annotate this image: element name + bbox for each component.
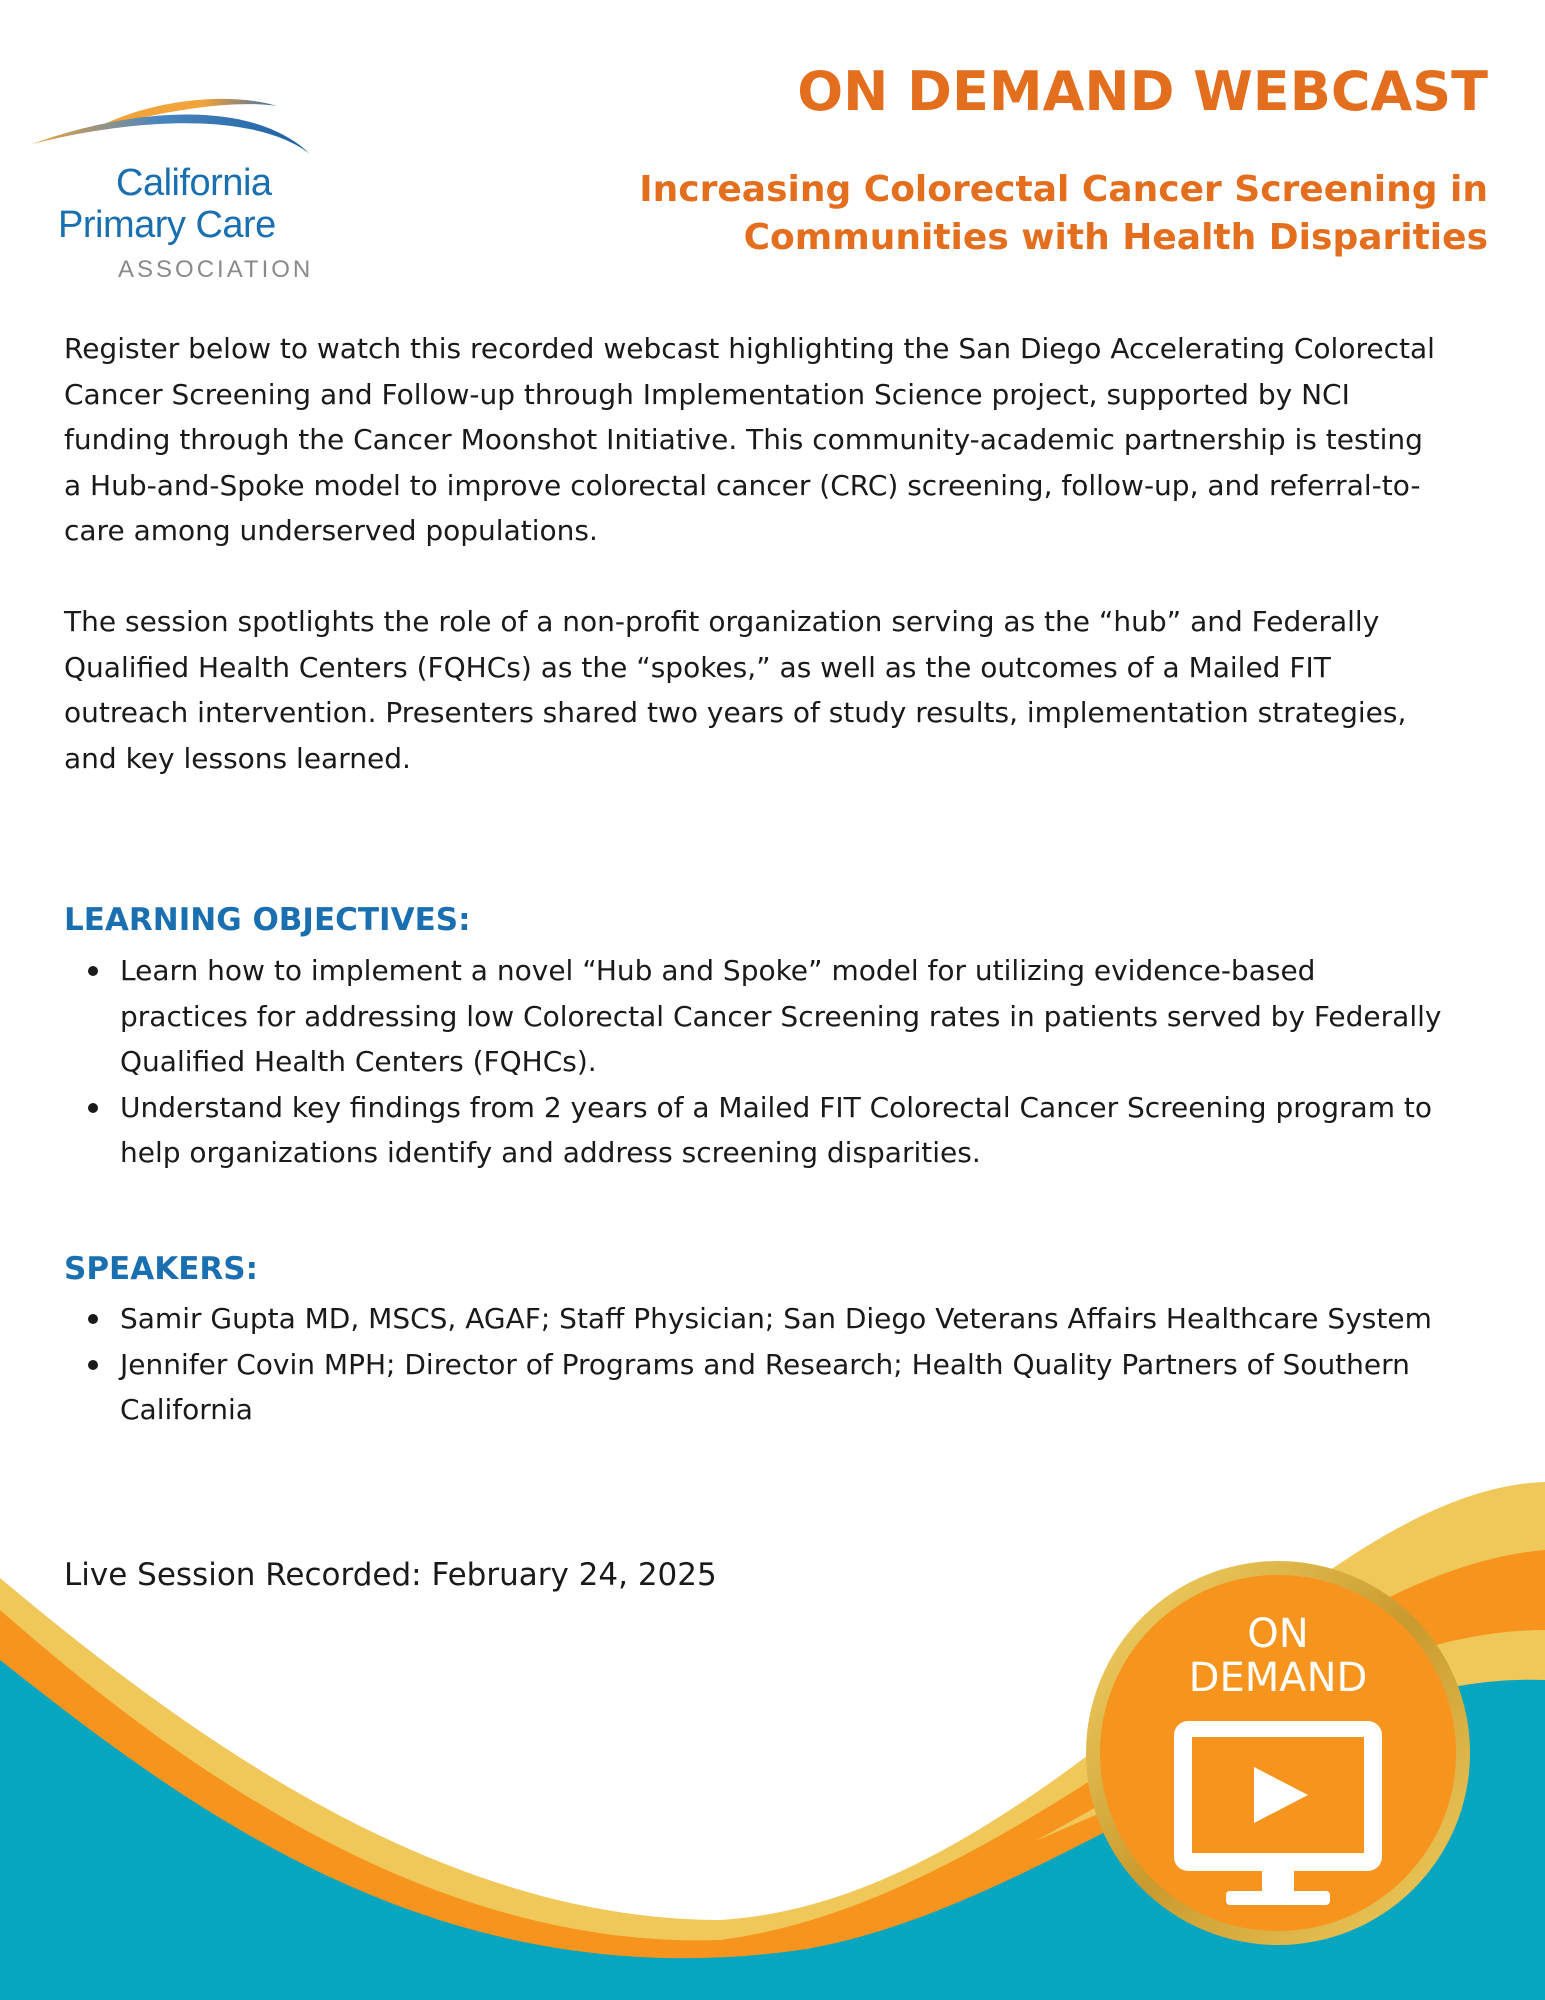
cpca-logo: [32, 88, 332, 288]
list-item: [64, 1296, 1444, 1342]
bullet-icon: [88, 1314, 98, 1324]
objectives-list: [64, 948, 1444, 1176]
list-item: [64, 1342, 1444, 1433]
bullet-icon: [88, 966, 98, 976]
intro-paragraph-1: Register below to watch this recorded webcast highlighting the San Diego Accelerating Colorectal Cancer Screening and Follow-up through Implementation Science project, supported by NCI funding through the Cancer Moonshot Initiative. This community-academic partnership is testing a Hub-and-Spoke model to improve colorectal cancer (CRC) screening, follow-up, and referral-to-care among underserved populations.: [64, 332, 1435, 547]
bullet-icon: [88, 1360, 98, 1370]
badge-label-on: ON: [1247, 1611, 1309, 1657]
page-subtitle: Increasing Colorectal Cancer Screening in Communities with Health Disparities: [639, 169, 1488, 258]
speakers-heading: SPEAKERS:: [64, 1251, 259, 1287]
logo-text-association: ASSOCIATION: [118, 256, 314, 283]
objectives-heading: LEARNING OBJECTIVES:: [64, 902, 471, 938]
list-item: [64, 948, 1444, 1085]
speaker-text: Jennifer Covin MPH; Director of Programs and Research; Health Quality Partners of Southern California: [120, 1347, 1410, 1426]
intro-paragraph-2: The session spotlights the role of a non-profit organization serving as the “hub” and Federally Qualified Health Centers (FQHCs) as the “spokes,” as well as the outcomes of a Mailed FIT outreach intervention. Presenters shared two years of study results, implementation strategies, and key lessons learned.: [64, 605, 1407, 775]
bullet-icon: [88, 1103, 98, 1113]
objective-text: Learn how to implement a novel “Hub and Spoke” model for utilizing evidence-based practices for addressing low Colorectal Cancer Screening rates in patients served by Federally Qualified Health Centers (FQHCs).: [120, 954, 1442, 1078]
objective-text: Understand key findings from 2 years of a Mailed FIT Colorectal Cancer Screening program to help organizations identify and address screening disparities.: [120, 1090, 1432, 1169]
logo-text-california: California: [116, 162, 272, 204]
badge-label-demand: DEMAND: [1188, 1655, 1368, 1701]
speaker-text: Samir Gupta MD, MSCS, AGAF; Staff Physician; San Diego Veterans Affairs Healthcare System: [120, 1302, 1432, 1335]
list-item: [64, 1085, 1444, 1176]
page-title: ON DEMAND WEBCAST: [797, 60, 1488, 123]
recorded-date: Live Session Recorded: February 24, 2025: [64, 1557, 717, 1593]
speakers-list: [64, 1296, 1444, 1433]
logo-text-primary-care: Primary Care: [58, 204, 276, 246]
